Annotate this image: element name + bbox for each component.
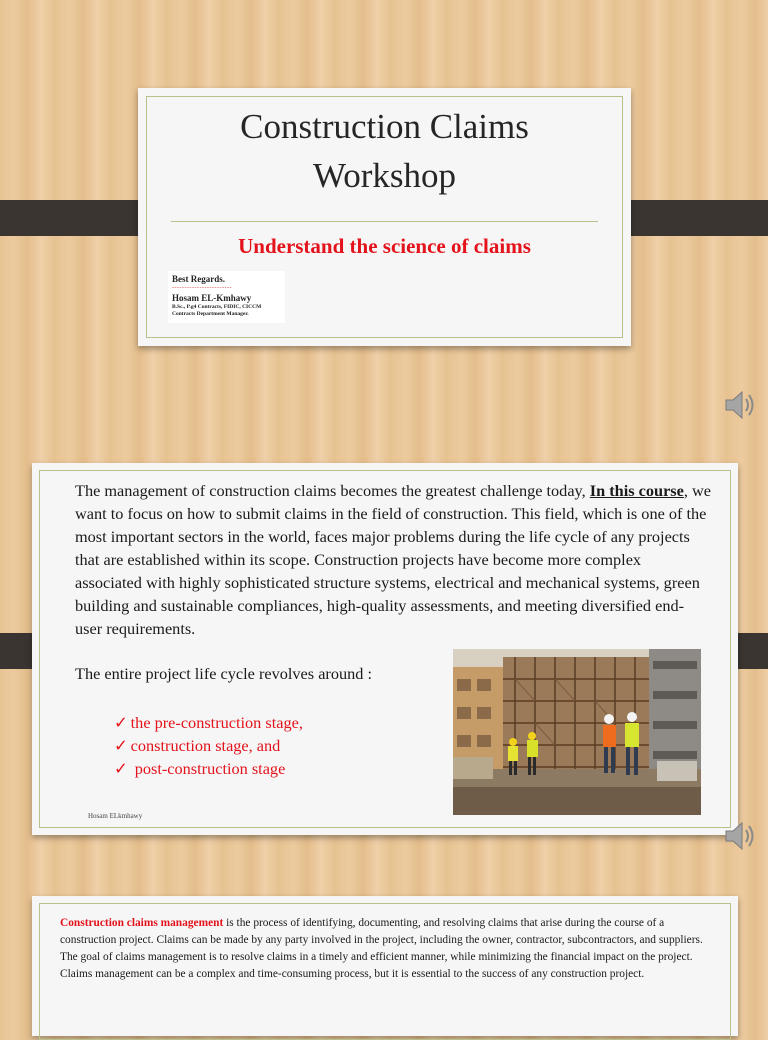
title-divider xyxy=(171,221,598,222)
speaker-icon[interactable] xyxy=(722,387,758,423)
list-item: ✓ the pre-construction stage, xyxy=(114,713,303,732)
slide-subtitle: Understand the science of claims xyxy=(238,234,531,258)
key-term: Construction claims management xyxy=(60,917,224,929)
list-item: ✓ construction stage, and xyxy=(114,736,281,755)
list-item: ✓ post-construction stage xyxy=(114,759,286,778)
signature-role: Contracts Department Manager. xyxy=(172,311,249,317)
check-icon: ✓ xyxy=(114,736,128,755)
intro-slide xyxy=(32,463,738,835)
signature-greeting: Best Regards. xyxy=(172,274,225,284)
construction-site-photo xyxy=(453,649,701,815)
intro-paragraph: The management of construction claims becomes the greatest challenge today, In this course, we want to focus on how to submit claims in the field of construction. This field, which is one of the most important sectors in the world, faces major problems during the life cycle of any projects that are established within its scope. Construction projects have become more complex associated with highly sophisticated structure systems, electrical and mechanical systems, green building and sustainable compliances, high-quality assessments, and meeting diversified end-user requirements. xyxy=(75,481,711,638)
slide-title: Construction Claims Workshop xyxy=(240,107,529,195)
speaker-icon[interactable] xyxy=(722,818,758,854)
slide1-right-tab xyxy=(613,200,768,236)
course-emphasis: In this course xyxy=(589,481,684,500)
check-icon: ✓ xyxy=(114,759,128,778)
signature-credentials: B.Sc., P.g4 Contracts, FIDIC, CICCM xyxy=(172,304,262,310)
slide-footer: Hosam ELkmhawy xyxy=(88,812,143,820)
stage-list xyxy=(114,711,303,780)
title-slide xyxy=(138,88,631,346)
definition-paragraph: Construction claims management is the process of identifying, documenting, and resolving claims that arise during the course of a construction project. Claims can be made by any party involved in the project, including the owner, contractor, subcontractors, and suppliers. The goal of claims management is to resolve claims in a timely and efficient manner, while minimizing the financial impact on the project. Claims management can be a complex and time-consuming process, but it is essential to the success of any construction project. xyxy=(60,917,703,980)
definition-slide xyxy=(32,896,738,1036)
slide1-left-tab xyxy=(0,200,156,236)
lifecycle-line: The entire project life cycle revolves around : xyxy=(75,664,372,683)
signature-card xyxy=(168,271,285,323)
signature-name: Hosam EL-Kmhawy xyxy=(172,293,252,303)
signature-separator: ------------------------ xyxy=(172,285,232,291)
check-icon: ✓ xyxy=(114,713,128,732)
